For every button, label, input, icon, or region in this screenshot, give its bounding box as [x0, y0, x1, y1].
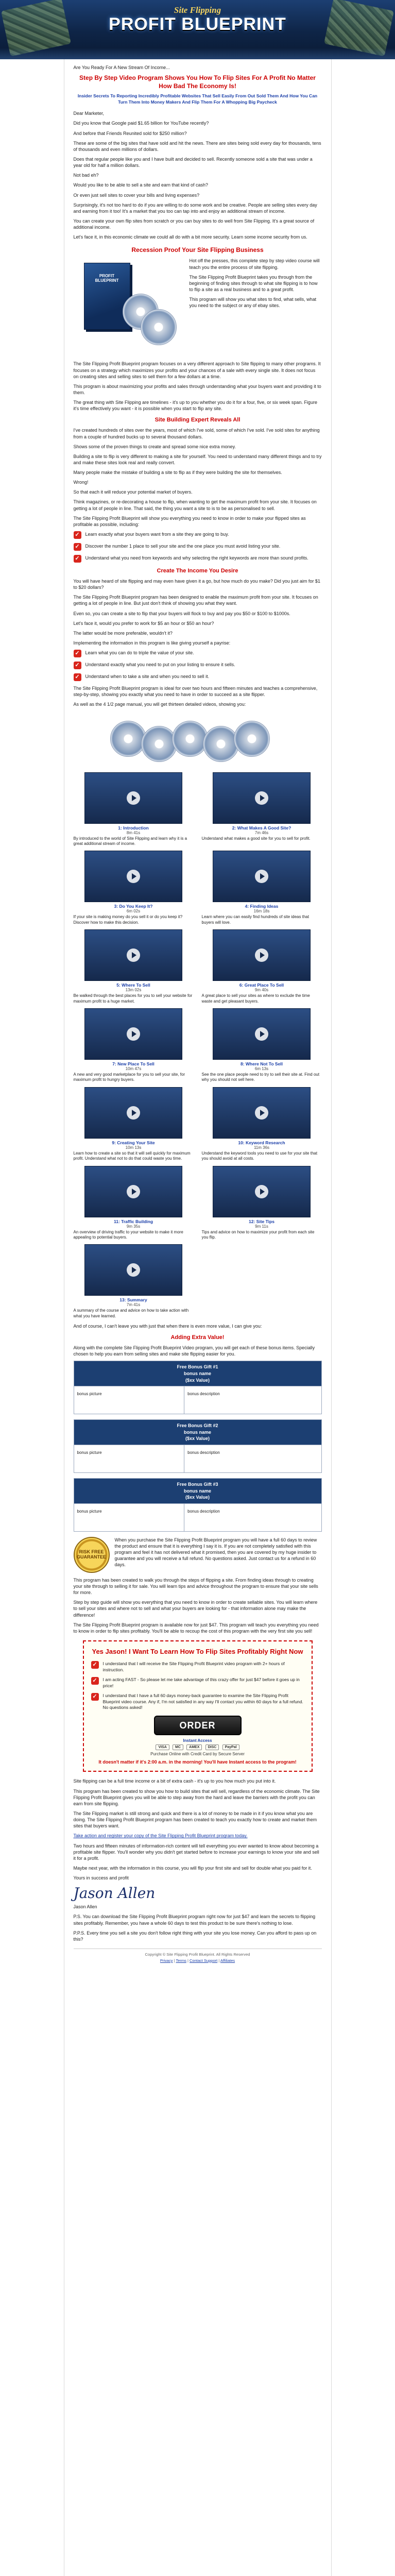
video-module[interactable]	[74, 851, 194, 925]
play-icon[interactable]	[255, 1027, 268, 1041]
video-module[interactable]	[74, 1087, 194, 1162]
bonus-value: ($xx Value)	[185, 1377, 210, 1383]
video-title: 3: Do You Keep It?	[114, 904, 153, 909]
video-module[interactable]	[202, 1087, 322, 1162]
bonus-gift-1	[74, 1361, 322, 1414]
video-description: Understand what makes a good site for you to sell for profit.	[201, 836, 311, 841]
checklist-text: Learn exactly what your buyers want from a site they are going to buy.	[85, 532, 229, 537]
intro-paragraph: Let's face it, in this economic climate we could all do with a bit more security. Learn some income security from us.	[73, 234, 307, 240]
intro-paragraph: Did you know that Google paid $1.65 billion for YouTube recently?	[73, 121, 209, 126]
section-title-expert: Site Building Expert Reveals All	[154, 417, 241, 423]
play-icon[interactable]	[127, 948, 140, 962]
guarantee-seal-icon: RISK FREE GUARANTEE	[74, 1537, 110, 1573]
video-thumbnail[interactable]	[213, 1008, 311, 1060]
product-box-title: PROFIT BLUEPRINT	[95, 274, 119, 283]
video-title: 8: Where Not To Sell	[240, 1061, 283, 1066]
checkmark-icon: ✓	[74, 543, 81, 551]
section1-paragraph: The Site Flipping Profit Blueprint takes you through from the beginning of finding sites through to what site flipping is to how to flip a site as a real business and to a great profit.	[189, 274, 318, 292]
closing-paragraph: And of course, I can't leave you with just that when there is even more value, I can give you:	[73, 1324, 262, 1329]
final-paragraph	[74, 1833, 322, 1839]
main-headline: Step By Step Video Program Shows You How To Flip Sites For A Profit No Matter How Bad The Economy Is!	[79, 74, 316, 90]
video-thumbnail[interactable]	[84, 1008, 182, 1060]
section1-paragraph: The great thing with Site Flipping are timelines - it's up to you whether you do it for a four, five, or six week span. Figure it's time effectively you want - it is possible when you start to flip any site.	[73, 400, 317, 412]
video-title: 1: Introduction	[118, 825, 149, 831]
video-runtime: 7m 41s	[126, 1302, 141, 1308]
video-title: 6: Great Place To Sell	[239, 982, 284, 988]
discover-icon: DISC	[205, 1744, 219, 1750]
product-box-image	[74, 258, 184, 355]
video-thumbnail[interactable]	[84, 851, 182, 902]
video-title: 5: Where To Sell	[116, 982, 150, 988]
product-showcase	[74, 258, 322, 355]
checkmark-icon: ✓	[74, 531, 81, 539]
play-icon[interactable]	[255, 1106, 268, 1120]
dvd-disc-icon	[110, 721, 146, 757]
order-footnote: Purchase Online with Credit Card by Secure Server	[150, 1752, 245, 1757]
banner-glow	[0, 48, 395, 59]
video-module[interactable]	[74, 1166, 194, 1241]
video-runtime: 11m 36s	[253, 1145, 270, 1150]
play-icon[interactable]	[127, 791, 140, 805]
section1-paragraph: Hot off the presses, this complete step by step video course will teach you the entire process of site flipping.	[189, 258, 320, 270]
video-title: 9: Creating Your Site	[112, 1140, 155, 1145]
bonus-picture: bonus picture	[74, 1386, 184, 1414]
checklist-text: Understand what you need from keywords and why selecting the right keywords are more than sound profits.	[85, 555, 308, 561]
mastercard-icon: MC	[173, 1744, 183, 1750]
banner-supertitle: Site Flipping	[174, 5, 221, 15]
register-link[interactable]: Take action and register your copy of the Site Flipping Profit Blueprint program today.	[73, 1833, 248, 1839]
section3-paragraph: The latter would be more preferable, wouldn't it?	[73, 630, 173, 636]
intro-paragraph: Would you like to be able to sell a site and earn that kind of cash?	[73, 182, 208, 188]
video-title: 11: Traffic Building	[113, 1218, 153, 1224]
footer-link-affiliates[interactable]: Affiliates	[220, 1958, 235, 1963]
video-thumbnail[interactable]	[84, 1166, 182, 1217]
bonus-intro: Along with the complete Site Flipping Profit Blueprint Video program, you will get each of these bonus items. Specially chosen to help you earn from selling sites and make site flipping easier for you.	[73, 1345, 315, 1357]
instant-access-label: Instant Access	[183, 1738, 212, 1743]
video-description: Learn how to create a site so that it will sell quickly for maximum profit. Understand what not to do that could waste you time.	[73, 1150, 191, 1161]
footer-link-privacy[interactable]: Privacy	[160, 1958, 173, 1963]
intro-opener: Are You Ready For A New Stream Of Income...	[73, 65, 170, 70]
order-headline: Yes Jason! I Want To Learn How To Flip Sites Profitably Right Now	[92, 1647, 303, 1655]
order-item-text: I am acting FAST - So please let me take advantage of this crazy offer for just $47 before it goes up in price!	[102, 1677, 300, 1688]
order-box	[83, 1640, 313, 1772]
bonus-name: bonus name	[183, 1488, 211, 1494]
dvd-disc-icon	[141, 309, 177, 345]
section2-paragraph: Building a site to flip is very different to making a site for yourself. You need to understand many different things and to try and make these sites look real and really convert.	[73, 453, 322, 465]
checkmark-icon: ✓	[74, 555, 81, 563]
video-thumbnail[interactable]	[213, 772, 311, 824]
video-runtime: 9m 11s	[255, 1224, 268, 1229]
guarantee-paragraph: This program has been created to walk you through the steps of flipping a site. From finding ideas through to creating your site through to selling it for sale. You will learn tips and advice throughout the program to ensure that your site sells for more.	[73, 1577, 318, 1596]
bonus-gift-label: Free Bonus Gift #2	[177, 1423, 218, 1429]
video-description: A great place to sell your sites as where to exclude the time waste and get pleasant buyers.	[201, 993, 310, 1004]
final-paragraph: This program has been created to show you how to build sites that will sell, regardless of the economic climate. The Site Flipping Profit Blueprint gives you will be able to step away from the hard and leave the barriers with the profit you can earn from site flipping.	[73, 1788, 320, 1806]
bonus-description: bonus description	[184, 1503, 321, 1531]
final-paragraph: Two hours and fifteen minutes of information-rich content will tell everything you ever wanted to know about becoming a profitable site flipper. You'll wonder why you didn't get started before to increase your earnings to know your site and sell it for a profit.	[73, 1843, 319, 1861]
video-thumbnail[interactable]	[213, 851, 311, 902]
section3-paragraph: Even so, you can create a site to flip that your buyers will flock to buy and pay you $50 or $100 to $1000s.	[73, 611, 290, 616]
video-module[interactable]	[202, 772, 322, 847]
video-modules-grid	[74, 772, 322, 1319]
video-thumbnail[interactable]	[213, 1166, 311, 1217]
play-icon[interactable]	[127, 1185, 140, 1198]
video-thumbnail[interactable]	[84, 772, 182, 824]
checkmark-icon: ✓	[74, 662, 81, 669]
bonus-header	[74, 1420, 321, 1445]
play-icon[interactable]	[255, 870, 268, 883]
video-thumbnail[interactable]	[84, 1087, 182, 1139]
video-title: 4: Finding Ideas	[245, 904, 279, 909]
postscript: P.P.S. Every time you sell a site you don't follow right thing with your site you lose money. Can you afford to pass up on this?	[73, 1930, 317, 1942]
section-title-bonus: Adding Extra Value!	[170, 1334, 225, 1341]
video-runtime: 9m 35s	[126, 1224, 141, 1229]
video-module[interactable]	[74, 1244, 194, 1319]
play-icon[interactable]	[255, 1185, 268, 1198]
bonus-gift-2	[74, 1419, 322, 1473]
intro-paragraph: Or even just sell sites to cover your bills and living expenses?	[73, 192, 200, 198]
signature-image: Jason Allen	[73, 1885, 156, 1902]
final-paragraph: Maybe next year, with the information in this course, you will flip your first site and sell for double what you paid for it.	[73, 1866, 312, 1871]
play-icon[interactable]	[255, 948, 268, 962]
header-banner	[0, 0, 395, 59]
product-description	[190, 258, 322, 355]
dvd-disc-icon	[234, 721, 270, 757]
section3-paragraph: As well as the 4 1/2 page manual, you will get thirteen detailed videos, showing you:	[73, 702, 246, 707]
paypal-icon: PayPal	[222, 1744, 239, 1750]
video-runtime: 13m 02s	[125, 988, 142, 993]
video-description: A new and very good marketplace for you to sell your site, for maximum profit to hungry buyers.	[73, 1072, 185, 1082]
checkmark-icon: ✓	[74, 650, 81, 657]
order-item	[91, 1661, 304, 1673]
section2-paragraph: The Site Flipping Profit Blueprint will show you everything you need to know in order to make your flipped sites as profitable as possible, including:	[73, 515, 306, 527]
video-title: 13: Summary	[119, 1297, 147, 1303]
video-module[interactable]	[202, 1166, 322, 1241]
video-runtime: 9m 40s	[254, 988, 269, 993]
bonus-name: bonus name	[183, 1429, 211, 1435]
section2-paragraph: Shows some of the proven things to create and spread some nice extra money.	[73, 444, 236, 449]
intro-paragraph: These are some of the big sites that have sold and hit the news. There are sites being sold every day for thousands, tens of thousands and even millions of dollars.	[73, 140, 321, 152]
section2-paragraph: Think magazines, or re-decorating a house to flip, when wanting to get the maximum profit from your site. It focuses on getting a lot of people in line. That said, the thing you want a site to is to be as personalised to sell.	[73, 499, 317, 511]
section3-paragraph: The Site Flipping Profit Blueprint program is ideal for over two hours and fifteen minutes and teaches a comprehensive, step-by-step, showing you exactly what you need to have in order to succeed as a site flipper.	[73, 686, 318, 698]
video-thumbnail[interactable]	[213, 929, 311, 981]
play-icon[interactable]	[127, 1106, 140, 1120]
bonus-gift-label: Free Bonus Gift #1	[177, 1364, 218, 1370]
bonus-description: bonus description	[184, 1386, 321, 1414]
video-description: If your site is making money do you sell it or do you keep it? Discover how to make this decision.	[73, 914, 183, 925]
section1-paragraph: This program will show you what sites to find, what sells, what you need to the subject or any of ebay sites.	[189, 297, 317, 309]
video-title: 2: What Makes A Good Site?	[232, 825, 291, 831]
footer-links: Privacy | Terms | Contact Support | Affiliates	[160, 1958, 235, 1963]
dvd-disc-icon	[172, 721, 208, 757]
video-thumbnail[interactable]	[84, 1244, 182, 1296]
video-description: A summary of the course and advice on how to take action with what you have learned.	[73, 1308, 189, 1318]
checklist-text: Discover the number 1 place to sell your site and the one place you must avoid listing your site.	[85, 544, 281, 549]
video-runtime: 10m 13s	[125, 1145, 142, 1150]
checkmark-icon: ✓	[91, 1661, 99, 1669]
bonus-value: ($xx Value)	[185, 1436, 210, 1442]
section2-paragraph: Wrong!	[73, 480, 89, 485]
footer-link-terms[interactable]: Terms	[176, 1958, 186, 1963]
video-description: Tips and advice on how to maximize your profit from each site you flip.	[201, 1229, 315, 1240]
video-runtime: 6m 13s	[254, 1066, 269, 1071]
section3-paragraph: You will have heard of site flipping and may even have given it a go, but how much do you make? Did you just aim for $1 to $20 dollars?	[73, 579, 320, 590]
order-item-text: I understand that I will receive the Site Flipping Profit Blueprint video program with 2+ hours of instruction.	[102, 1661, 285, 1672]
footer	[74, 1948, 322, 1963]
final-paragraph: Yours in success and profit	[73, 1875, 129, 1881]
video-module[interactable]	[74, 929, 194, 1004]
video-runtime: 16m 18s	[253, 909, 270, 914]
video-module[interactable]	[74, 1008, 194, 1083]
video-module[interactable]	[202, 851, 322, 925]
benefits-checklist	[74, 531, 322, 563]
section3-paragraph: Let's face it, would you prefer to work for $5 an hour or $50 an hour?	[73, 620, 214, 626]
bonus-description: bonus description	[184, 1445, 321, 1473]
order-item	[91, 1677, 304, 1689]
video-description: Understand the keyword tools you need to use for your site that you should avoid at all costs.	[201, 1150, 318, 1161]
checklist-item	[74, 650, 322, 657]
intro-paragraph: And before that Friends Reunited sold for $250 million?	[73, 130, 187, 136]
intro-paragraph: Not bad eh?	[73, 173, 99, 178]
order-item	[91, 1693, 304, 1710]
video-description: Be walked through the best places for you to sell your website for maximum profit to a huge market.	[73, 993, 193, 1004]
dvd-disc-icon	[141, 726, 177, 762]
checkmark-icon: ✓	[91, 1693, 99, 1701]
video-runtime: 7m 46s	[254, 830, 269, 835]
video-module[interactable]	[202, 1008, 322, 1083]
checklist-item	[74, 543, 322, 551]
checklist-item	[74, 531, 322, 539]
intro-paragraph: You can create your own flip sites from scratch or you can buy sites to do well from Site Flipping. It's a great source of additional income.	[73, 218, 315, 230]
order-warning: It doesn't matter if it's 2:00 a.m. in the morning! You'll have Instant access to the program!	[98, 1759, 297, 1765]
section2-paragraph: I've created hundreds of sites over the years, most of which I've sold, some of which I've sold. I've sold sites for anything from a couple of hundred bucks up to several thousand dollars.	[73, 428, 320, 439]
video-description: An overview of driving traffic to your website to make it more appealing to potential buyers.	[73, 1229, 183, 1240]
bonus-header	[74, 1479, 321, 1504]
intro-paragraph: Does that regular people like you and I have built and decided to sell. Recently someone sold a site that was under a year old for half a million dollars.	[73, 156, 313, 168]
main-subhead: Insider Secrets To Reporting Incredibly Profitable Websites That Sell Easily From Out Sold Them And How You Can Turn Them Into Money Makers And Flip Them For A Whopping Big Paycheck	[77, 93, 318, 105]
video-title: 10: Keyword Research	[238, 1140, 285, 1145]
postscript: P.S. You can download the Site Flipping Profit Blueprint program right now for just $47 and learn the secrets to flipping sites profitably. Remember, you have a whole 60 days to test this product to be sure there's nothing to lose.	[73, 1914, 316, 1926]
bonus-gift-3	[74, 1478, 322, 1532]
copyright-text: Copyright © Site Flipping Profit Blueprint. All Rights Reserved	[145, 1952, 250, 1957]
greeting: Dear Marketer,	[73, 111, 105, 116]
footer-link-support[interactable]: Contact Support	[190, 1958, 218, 1963]
bonus-name: bonus name	[183, 1371, 211, 1377]
bonus-value: ($xx Value)	[185, 1495, 210, 1500]
bonus-picture: bonus picture	[74, 1503, 184, 1531]
section-title-recession: Recession Proof Your Site Flipping Business	[131, 246, 264, 254]
video-description: See the one place people need to try to sell their site at. Find out why you should not sell here.	[201, 1072, 320, 1082]
section3-paragraph: The Site Flipping Profit Blueprint program has been designed to enable the maximum profit from your site. It focuses on getting a lot of people in line. But just don't think of showing you what they want.	[73, 595, 318, 606]
video-runtime: 6m 02s	[126, 909, 141, 914]
video-title: 7: New Place To Sell	[112, 1061, 154, 1066]
video-module[interactable]	[74, 772, 194, 847]
video-description: By introduced to the world of Site Flipping and learn why it is a great additional stream of income.	[73, 836, 187, 846]
bonus-picture: bonus picture	[74, 1445, 184, 1473]
order-button[interactable]: ORDER	[154, 1716, 242, 1735]
disc-set-image	[105, 711, 290, 768]
banner-title: PROFIT BLUEPRINT	[109, 14, 286, 34]
video-title: 12: Site Tips	[249, 1218, 274, 1224]
checklist-item	[74, 662, 322, 669]
payment-methods	[91, 1738, 304, 1756]
video-module[interactable]	[202, 929, 322, 1004]
amex-icon: AMEX	[186, 1744, 202, 1750]
section2-paragraph: Many people make the mistake of building a site to flip as if they were building the site for themselves.	[73, 470, 282, 476]
video-runtime: 8m 41s	[126, 830, 141, 835]
section1-paragraph: This program is about maximizing your profits and sales through understanding what your buyers want and providing it to them.	[73, 383, 321, 395]
final-paragraph: The Site Flipping market is still strong and quick and there is a lot of money to be made in it if you know what you are doing. The Site Flipping Profit Blueprint program has been created to teach you exactly how to create and market them sites that buyers want.	[73, 1811, 317, 1829]
bonus-gift-label: Free Bonus Gift #3	[177, 1482, 218, 1487]
section3-paragraph: Implementing the information in this program is like giving yourself a payrise:	[73, 640, 231, 646]
payrise-checklist	[74, 650, 322, 681]
visa-icon: VISA	[156, 1744, 169, 1750]
checkmark-icon: ✓	[91, 1677, 99, 1685]
play-icon[interactable]	[127, 1263, 140, 1277]
play-icon[interactable]	[127, 1027, 140, 1041]
video-thumbnail[interactable]	[213, 1087, 311, 1139]
product-box	[84, 263, 130, 330]
guarantee-paragraph: When you purchase the Site Flipping Profit Blueprint program you will have a full 60 days to review the product and ensure that it is everything I say it is. If you are not completely satisfied with this program and feel it has not delivered what it promised, then you are covered by my huge insider to guarantee and you will receive a full refund. No questions asked. Just contact us for a refund in 60 days.	[114, 1537, 317, 1568]
sales-letter	[64, 59, 332, 2576]
play-icon[interactable]	[255, 791, 268, 805]
section2-paragraph: So that each it will reduce your potential market of buyers.	[73, 489, 193, 495]
order-item-text: I understand that I have a full 60 days money-back guarantee to examine the Site Flipping Profit Blueprint video course. Any if, I'm not satisfied in any way I'll contact you within 60 days for a full refund. No questions asked!	[102, 1693, 303, 1710]
checklist-text: Understand exactly what you need to put on your listing to ensure it sells.	[85, 662, 235, 668]
checklist-item	[74, 673, 322, 681]
checklist-text: Understand when to take a site and when you need to sell it.	[85, 674, 210, 680]
guarantee-paragraph: Step by step guide will show you everything that you need to know in order to create sellable sites. You will learn where to sell your sites and where not to sell and what your buyers are looking for - that information alone may make the difference!	[73, 1600, 318, 1618]
video-description: Learn where you can easily find hundreds of site ideas that buyers will love.	[201, 914, 310, 925]
section-title-income: Create The Income You Desire	[157, 568, 238, 574]
bonus-header	[74, 1361, 321, 1386]
signoff-name: Jason Allen	[73, 1904, 97, 1910]
play-icon[interactable]	[127, 870, 140, 883]
final-paragraph: Site flipping can be a full time income or a bit of extra cash - it's up to you how much you put into it.	[73, 1778, 276, 1784]
intro-paragraph: Surprisingly, it's not too hard to do if you are willing to do some work and be creative. People are selling sites every day and earning from it too! It's a market that you too can tap into and enjoy an additional stream of income.	[73, 202, 317, 214]
checkmark-icon: ✓	[74, 673, 81, 681]
checklist-text: Learn what you can do to triple the value of your site.	[85, 650, 194, 656]
checklist-item	[74, 555, 322, 563]
video-thumbnail[interactable]	[84, 929, 182, 981]
dvd-disc-icon	[203, 726, 239, 762]
guarantee-paragraph: The Site Flipping Profit Blueprint program is available now for just $47. This program will teach you everything you need to know in order to flip sites profitably. You'll be able to recoup the cost of this program with the very first site you sell!	[73, 1622, 319, 1634]
video-runtime: 10m 47s	[125, 1066, 142, 1071]
guarantee-section	[74, 1537, 322, 1573]
section1-paragraph: The Site Flipping Profit Blueprint program focuses on a very different approach to Site flipping to many other programs. It focuses on a strategy which maximizes your profits and your chances of a sale with every single site. It does not focus on creating sites and selling sites to sell them for a few dollars at a time.	[73, 361, 321, 379]
